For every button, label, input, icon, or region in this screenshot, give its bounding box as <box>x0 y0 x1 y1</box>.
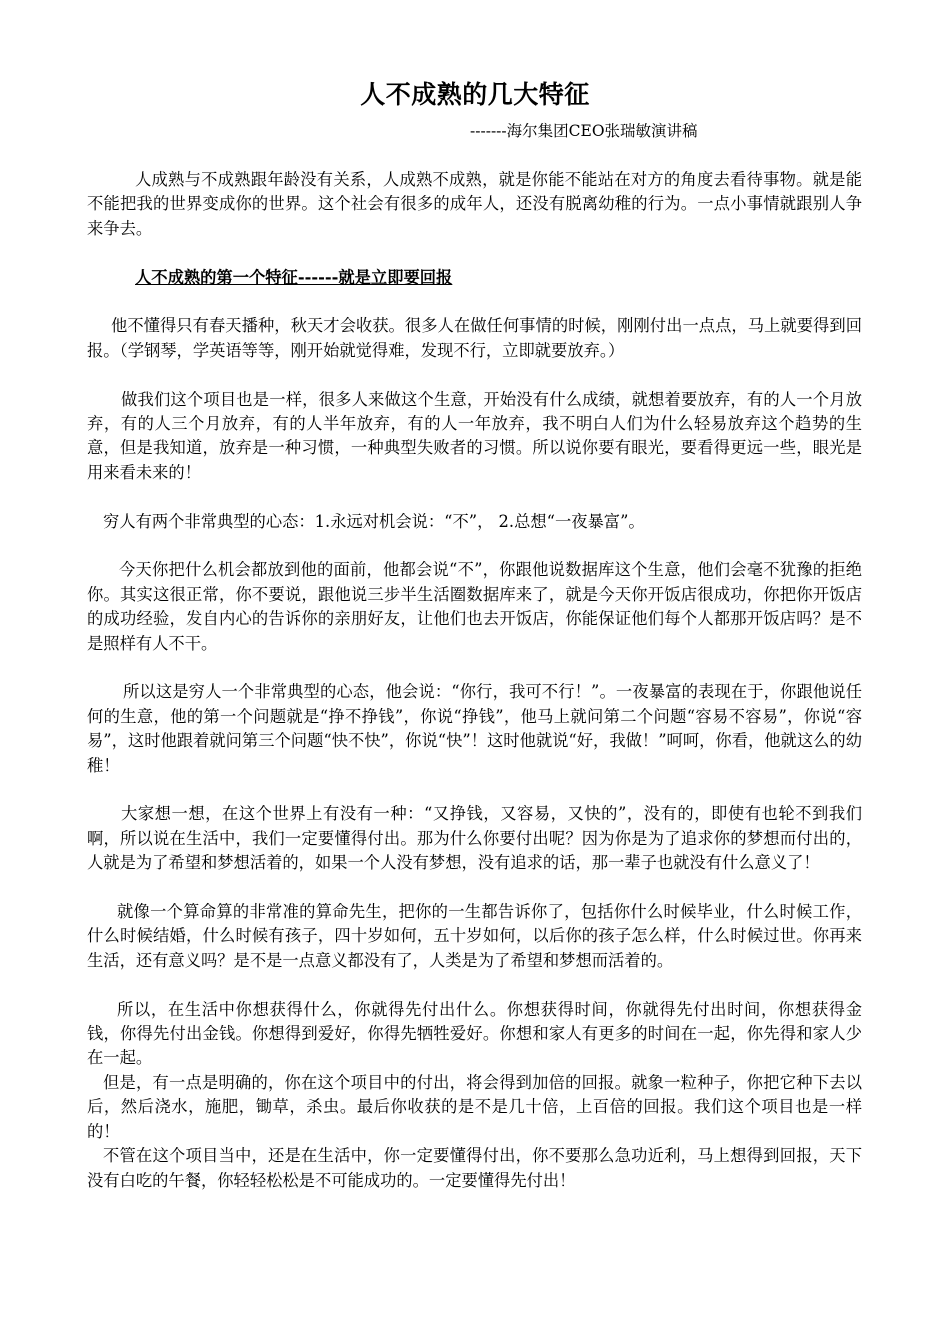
paragraph-4: 穷人有两个非常典型的心态：1.永远对机会说：“不”， 2.总想“一夜暴富”。 <box>103 511 645 531</box>
paragraph-9: 所以，在生活中你想获得什么，你就得先付出什么。你想获得时间，你就得先付出时间，你想获得金钱，你得先付出金钱。你想得到爱好，你得先牺牲爱好。你想和家人有更多的时间在一起，你先得和家人少在一起。 <box>87 999 862 1068</box>
section-heading: 人不成熟的第一个特征------就是立即要回报 <box>135 267 453 287</box>
paragraph-6: 所以这是穷人一个非常典型的心态，他会说：“你行，我可不行！”。一夜暴富的表现在于，你跟他说任何的生意，他的第一个问题就是“挣不挣钱”，你说“挣钱”，他马上就问第二个问题“容易不容易”，你说“容易”，这时他跟着就问第三个问题“快不快”，你说“快”！这时他就说“好，我做！”呵呵，你看，他就这么的幼稚！ <box>87 682 862 775</box>
paragraph-3: 做我们这个项目也是一样，很多人来做这个生意，开始没有什么成绩，就想着要放弃，有的人一个月放弃，有的人三个月放弃，有的人半年放弃，有的人一年放弃，我不明白人们为什么轻易放弃这个趋势的生意，但是我知道，放弃是一种习惯，一种典型失败者的习惯。所以说你要有眼光，要看得更远一些，眼光是用来看未来的！ <box>87 389 862 482</box>
document-subtitle: -------海尔集团CEO张瑞敏演讲稿 <box>470 122 698 140</box>
paragraph-8: 就像一个算命算的非常准的算命先生，把你的一生都告诉你了，包括你什么时候毕业，什么时候工作，什么时候结婚，什么时候有孩子，四十岁如何，五十岁如何，以后你的孩子怎么样，什么时候过世。你再来生活，还有意义吗？是不是一点意义都没有了，人类是为了希望和梦想而活着的。 <box>87 902 862 970</box>
document-body <box>87 168 862 1193</box>
paragraph-5: 今天你把什么机会都放到他的面前，他都会说“不”，你跟他说数据库这个生意，他们会毫不犹豫的拒绝你。其实这很正常，你不要说，跟他说三步半生活圈数据库来了，就是今天你开饭店很成功，你把你开饭店的成功经验，发自内心的告诉你的亲朋好友，让他们也去开饭店，你能保证他们每个人都那开饭店吗？是不是照样有人不干。 <box>87 560 862 653</box>
paragraph-1: 人成熟与不成熟跟年龄没有关系，人成熟不成熟，就是你能不能站在对方的角度去看待事物。就是能不能把我的世界变成你的世界。这个社会有很多的成年人，还没有脱离幼稚的行为。一点小事情就跟别人争来争去。 <box>87 170 862 238</box>
paragraph-10: 但是，有一点是明确的，你在这个项目中的付出，将会得到加倍的回报。就象一粒种子，你把它种下去以后，然后浇水，施肥，锄草，杀虫。最后你收获的是不是几十倍，上百倍的回报。我们这个项目也是一样的！ <box>87 1072 862 1141</box>
paragraph-11: 不管在这个项目当中，还是在生活中，你一定要懂得付出，你不要那么急功近利，马上想得到回报，天下没有白吃的午餐，你轻轻松松是不可能成功的。一定要懂得先付出！ <box>87 1146 862 1190</box>
paragraph-7: 大家想一想，在这个世界上有没有一种：“又挣钱，又容易，又快的”，没有的，即使有也轮不到我们啊，所以说在生活中，我们一定要懂得付出。那为什么你要付出呢？因为你是为了追求你的梦想而付出的，人就是为了希望和梦想活着的，如果一个人没有梦想，没有追求的话，那一辈子也就没有什么意义了！ <box>87 804 862 873</box>
paragraph-2: 他不懂得只有春天播种，秋天才会收获。很多人在做任何事情的时候，刚刚付出一点点，马上就要得到回报。（学钢琴，学英语等等，刚开始就觉得难，发现不行，立即就要放弃。） <box>87 316 862 360</box>
document-title: 人不成熟的几大特征 <box>360 80 590 109</box>
